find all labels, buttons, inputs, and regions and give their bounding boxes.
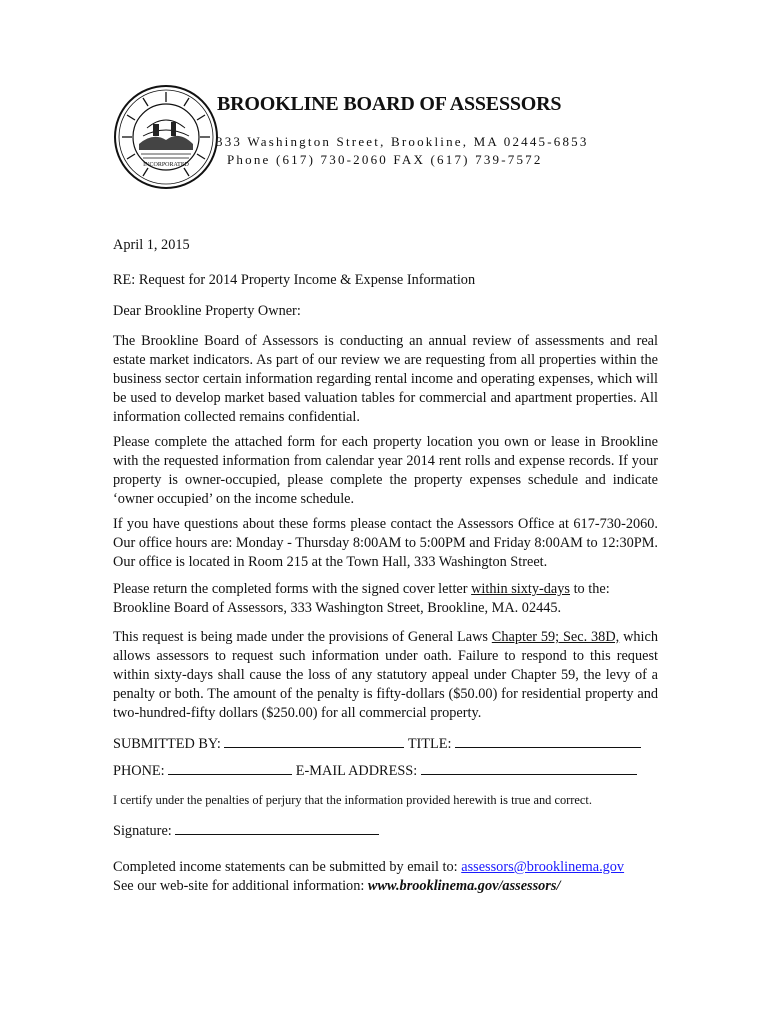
paragraph-4 [113,580,658,618]
signature-label: Signature: [113,823,172,839]
statute-underlined: Chapter 59; Sec. 38D, [491,629,620,645]
email-submission-line [113,858,658,877]
submitted-by-row [113,735,658,754]
website-line [113,877,658,896]
paragraph-4-text-end: to the: Brookline Board of Assessors, 333 Washington Street, Brookline, MA. 02445. [113,581,610,616]
submitted-by-label: SUBMITTED BY: [113,736,221,752]
paragraph-1: The Brookline Board of Assessors is conducting an annual review of assessments and real estate market indicators. As part of our review we are requesting from all properties within the business sector certain information regarding rental income and operating expenses, which will be used to develop market based valuation tables for commercial and apartment properties. All information collected remains confidential. [113,333,658,425]
perjury-certification: I certify under the penalties of perjury that the information provided herewith is true and correct. [113,793,592,807]
signature-row [113,822,658,841]
paragraph-5-text-start: This request is being made under the provisions of General Laws [113,629,492,645]
email-field[interactable] [421,762,637,775]
phone-label: PHONE: [113,763,165,779]
paragraph-5 [113,628,658,723]
letter-subject: RE: Request for 2014 Property Income & Expense Information [113,272,476,288]
organization-title: BROOKLINE BOARD OF ASSESSORS [217,93,562,115]
title-label: TITLE: [407,736,452,752]
submitted-by-field[interactable] [224,735,404,748]
paragraph-2: Please complete the attached form for each property location you own or lease in Brookline with the requested information from calendar year 2014 rent rolls and expense records. If your property is owner-occupied, please complete the property expenses schedule and indicate ‘owner occupied’ on the income schedule. [113,434,658,507]
phone-email-row [113,762,658,781]
paragraph-4-text-start: Please return the completed forms with the signed cover letter [113,581,472,597]
town-seal-logo [113,84,219,190]
organization-phone-fax: Phone (617) 730-2060 FAX (617) 739-7572 [227,152,543,167]
email-label: E-MAIL ADDRESS: [295,763,418,779]
assessors-email-link[interactable]: assessors@brooklinema.gov [461,859,625,875]
letter-salutation: Dear Brookline Property Owner: [113,303,301,319]
paragraph-3: If you have questions about these forms please contact the Assessors Office at 617-730-2060. Our office hours are: Monday - Thursday 8:00AM to 5:00PM and Friday 8:00AM to 12:30PM. Our office is located in Room 215 at the Town Hall, 333 Washington Street. [113,516,658,570]
paragraph-5-text-end: which allows assessors to request such information under oath. Failure to respond to this request within sixty-days shall cause the loss of any statutory appeal under Chapter 59, the levy of a penalty or both. The amount of the penalty is fifty-dollars ($50.00) for residential property and two-hundred-fifty dollars ($250.00) for all commercial property. [113,629,659,721]
letter-date: April 1, 2015 [113,237,190,253]
signature-field[interactable] [175,822,379,835]
phone-field[interactable] [168,762,292,775]
deadline-underlined: within sixty-days [471,581,570,597]
organization-address: 333 Washington Street, Brookline, MA 02445-6853 [216,134,589,149]
website-url: www.brooklinema.gov/assessors/ [367,878,561,894]
email-submission-text: Completed income statements can be submitted by email to: [113,859,462,875]
title-field[interactable] [455,735,641,748]
svg-text:INCORPORATED: INCORPORATED [143,162,189,168]
website-text: See our web-site for additional information: [113,878,368,894]
